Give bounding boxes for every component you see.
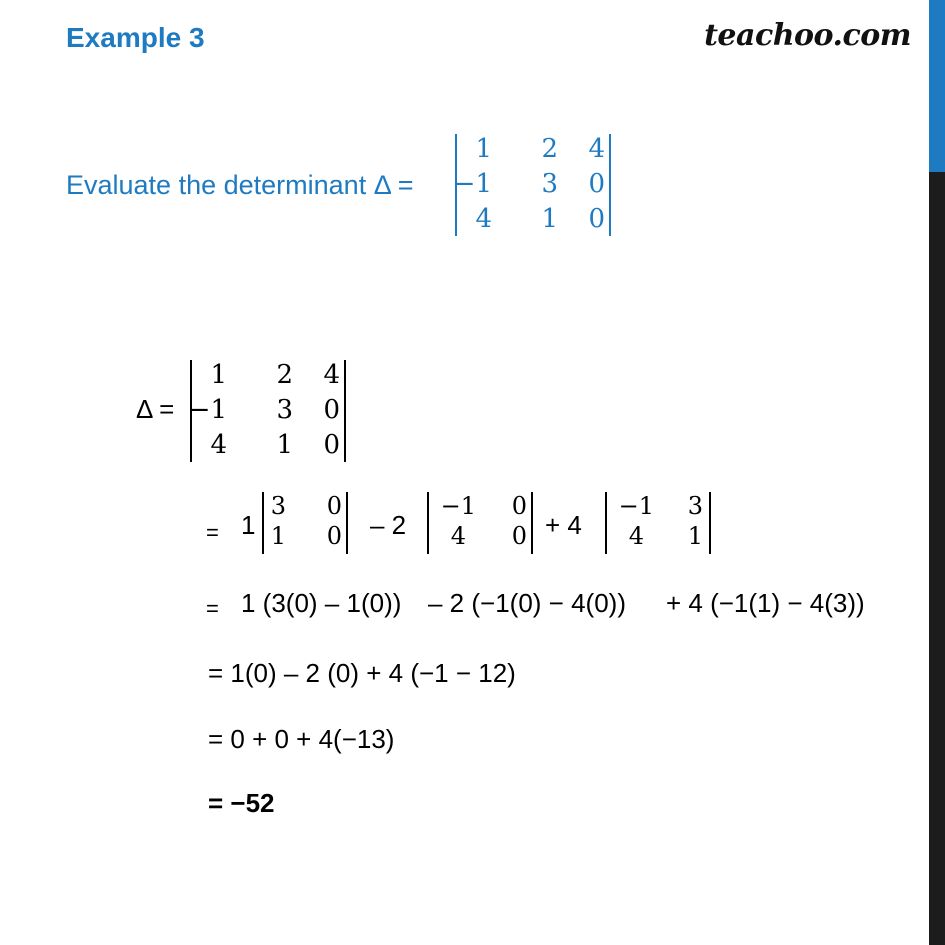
step2-term-3: + 4 (−1(1) − 4(3)) bbox=[666, 588, 865, 618]
det-cell: 0 bbox=[588, 169, 605, 199]
det-cell: 1 bbox=[541, 204, 558, 234]
det-cell: 0 bbox=[326, 522, 342, 550]
det-cell: −1 bbox=[440, 492, 476, 520]
step2-term-2: – 2 (−1(0) − 4(0)) bbox=[428, 588, 626, 618]
det-cell: 4 bbox=[475, 204, 492, 234]
det-cell: 1 bbox=[687, 522, 703, 550]
det-cell: 0 bbox=[326, 492, 342, 520]
det-cell: 3 bbox=[687, 492, 703, 520]
det-cell: 0 bbox=[511, 492, 527, 520]
det-cell: 4 bbox=[450, 522, 466, 550]
det-cell: 0 bbox=[323, 430, 340, 460]
det-cell: 4 bbox=[628, 522, 644, 550]
sidebar-accent bbox=[929, 0, 945, 172]
minor-1 bbox=[262, 492, 348, 554]
det-cell: 0 bbox=[588, 204, 605, 234]
det-cell: 1 bbox=[475, 134, 492, 164]
final-answer: = −52 bbox=[208, 788, 275, 818]
det-cell: 3 bbox=[276, 395, 293, 425]
solution-determinant bbox=[190, 360, 346, 462]
det-cell: −1 bbox=[188, 395, 227, 425]
det-cell: 2 bbox=[276, 360, 293, 390]
teachoo-logo: teachoo.com bbox=[704, 18, 911, 53]
page-title: Example 3 bbox=[66, 22, 205, 53]
expansion-eq: = bbox=[206, 520, 219, 545]
det-cell: 4 bbox=[210, 430, 227, 460]
det-cell: 2 bbox=[541, 134, 558, 164]
question-determinant bbox=[455, 134, 611, 236]
det-cell: −1 bbox=[618, 492, 654, 520]
question-text: Evaluate the determinant Δ = bbox=[66, 170, 414, 200]
step2-term-1: 1 (3(0) – 1(0)) bbox=[241, 588, 402, 618]
det-cell: 3 bbox=[270, 492, 286, 520]
det-cell: −1 bbox=[453, 169, 492, 199]
det-cell: 3 bbox=[541, 169, 558, 199]
det-cell: 4 bbox=[588, 134, 605, 164]
det-cell: 1 bbox=[270, 522, 286, 550]
step4: = 0 + 0 + 4(−13) bbox=[208, 724, 395, 754]
expansion-coef-1: 1 bbox=[241, 510, 256, 540]
step2-eq: = bbox=[206, 596, 219, 621]
det-cell: 0 bbox=[511, 522, 527, 550]
expansion-coef-3: + 4 bbox=[545, 510, 582, 540]
minor-2 bbox=[427, 492, 533, 554]
minor-3 bbox=[605, 492, 711, 554]
expansion-coef-2: – 2 bbox=[370, 510, 407, 540]
det-cell: 1 bbox=[210, 360, 227, 390]
step3: = 1(0) – 2 (0) + 4 (−1 − 12) bbox=[208, 658, 516, 688]
det-cell: 0 bbox=[323, 395, 340, 425]
det-cell: 4 bbox=[323, 360, 340, 390]
det-cell: 1 bbox=[276, 430, 293, 460]
delta-label: Δ = bbox=[136, 394, 175, 424]
